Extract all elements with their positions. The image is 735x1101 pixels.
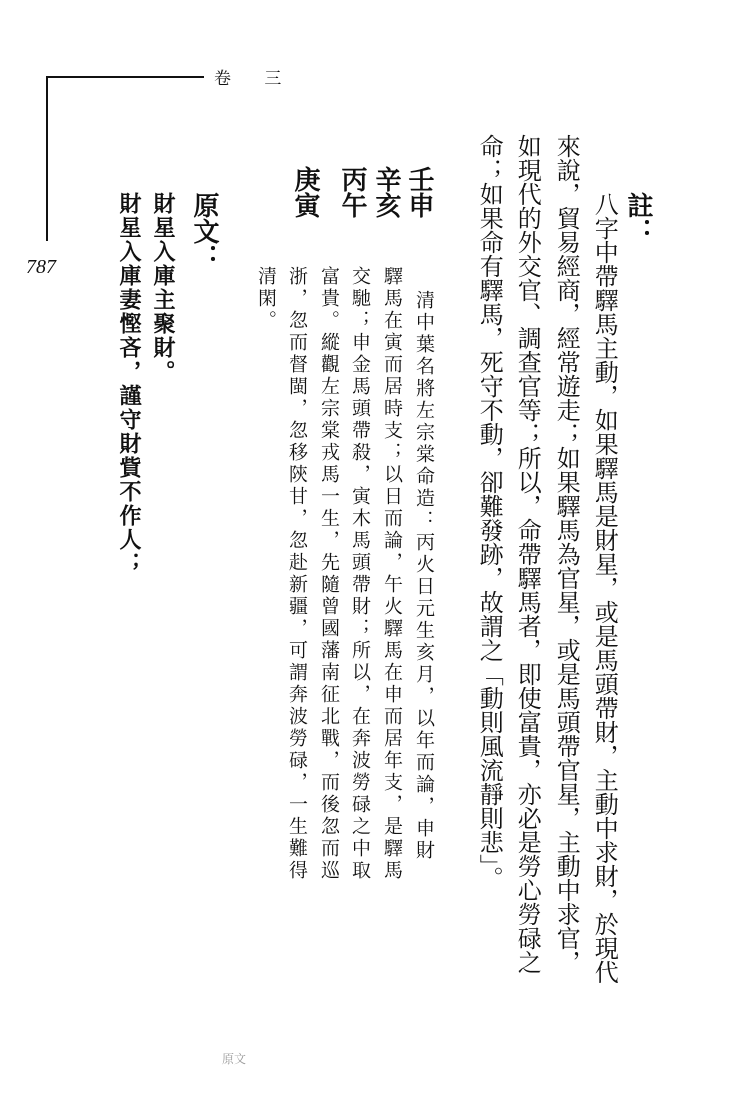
note-line-3: 如現代的外交官、調查官等；所以，命帶驛馬者，即使富貴，亦必是勞心勞碌之: [513, 134, 542, 974]
commentary-line-4: 富貴。縱觀左宗棠戎馬一生，先隨曾國藩南征北戰，而後忽而巡: [318, 266, 340, 882]
note-line-4: 命；如果命有驛馬，死守不動，卻難發跡，故謂之「動則風流靜則悲」。: [475, 134, 504, 890]
faint-footer-mark: 原文: [222, 1052, 247, 1066]
header-rule-vertical: [46, 76, 48, 241]
original-text-line-2: 財星入庫妻慳吝，謹守財貲不作人；: [116, 192, 142, 576]
note-line-1: 八字中帶驛馬主動，如果驛馬是財星，或是馬頭帶財，主動中求財，於現代: [590, 192, 619, 984]
page-number: 787: [26, 256, 56, 278]
commentary-line-3: 交馳；申金馬頭帶殺，寅木馬頭帶財；所以，在奔波勞碌之中取: [349, 266, 371, 882]
original-text-heading: 原文：: [189, 192, 219, 270]
note-line-2: 來說，貿易經商，經常遊走；如果驛馬為官星，或是馬頭帶官星，主動中求官，: [552, 134, 581, 974]
commentary-line-1: 清中葉名將左宗棠命造：丙火日元生亥月，以年而論，申財: [413, 290, 435, 862]
commentary-line-6: 清閑。: [255, 266, 277, 332]
bazi-pillar-month: 辛亥: [371, 166, 401, 218]
commentary-line-5: 浙，忽而督閩，忽移陝甘，忽赴新疆，可謂奔波勞碌，一生難得: [286, 266, 308, 882]
commentary-line-2: 驛馬在寅而居時支；以日而論，午火驛馬在申而居年支，是驛馬: [381, 266, 403, 882]
original-text-line-1: 財星入庫主聚財。: [150, 192, 176, 384]
note-heading: 註：: [623, 192, 653, 244]
bazi-pillar-year: 壬申: [404, 166, 434, 218]
bazi-pillar-hour: 庚寅: [290, 166, 320, 218]
bazi-pillar-day: 丙午: [337, 166, 367, 218]
header-rule-horizontal: [46, 76, 204, 78]
chapter-label: 卷 三: [214, 69, 296, 89]
